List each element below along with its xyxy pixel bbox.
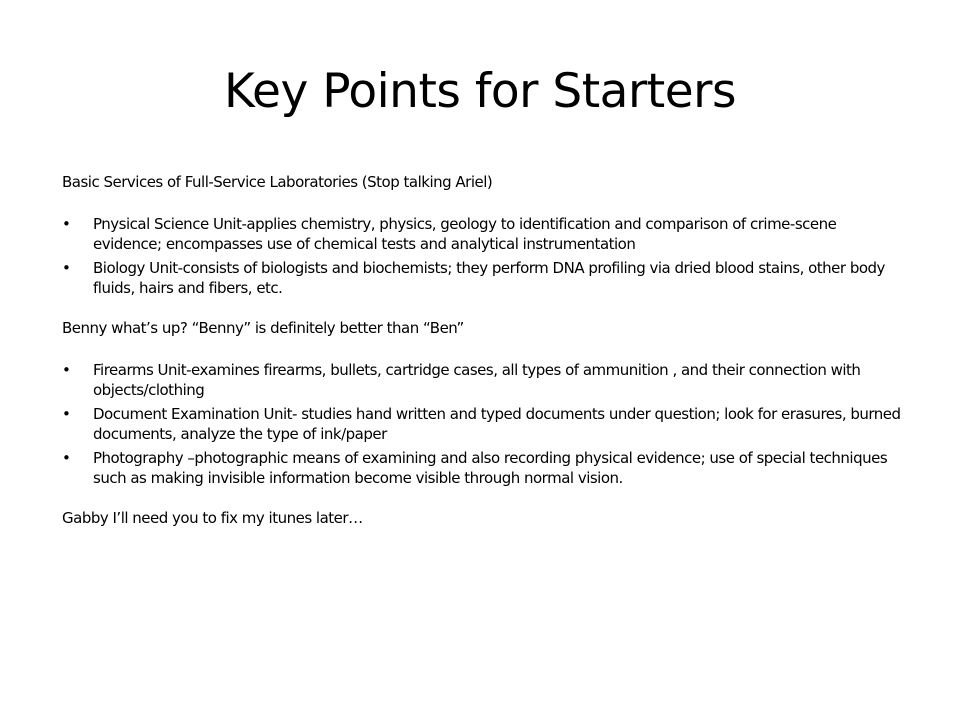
section-heading: Gabby I’ll need you to fix my itunes later… <box>62 509 363 527</box>
bullet-list <box>62 360 904 488</box>
bullet-text: Document Examination Unit- studies hand written and typed documents under question; look for erasures, burned documents, analyze the type of ink/paper <box>93 405 901 443</box>
bullet-list <box>62 214 904 298</box>
bullet-text: Pnysical Science Unit-applies chemistry, physics, geology to identification and comparison of crime-scene evidence; encompasses use of chemical tests and analytical instrumentation <box>93 215 837 253</box>
bullet-icon: • <box>62 449 71 467</box>
bullet-text: Firearms Unit-examines firearms, bullets, cartridge cases, all types of ammunition , and their connection with objects/clothing <box>93 361 861 399</box>
bullet-icon: • <box>62 361 71 379</box>
section-heading: Benny what’s up? “Benny” is definitely better than “Ben” <box>62 319 464 337</box>
bullet-item <box>62 448 904 488</box>
bullet-text: Biology Unit-consists of biologists and biochemists; they perform DNA profiling via dried blood stains, other body fluids, hairs and fibers, etc. <box>93 259 885 297</box>
bullet-item <box>62 404 904 444</box>
bullet-icon: • <box>62 215 71 233</box>
bullet-text: Photography –photographic means of examining and also recording physical evidence; use of special techniques such as making invisible information become visible through normal vision. <box>93 449 888 487</box>
bullet-icon: • <box>62 259 71 277</box>
slide-body <box>62 172 904 528</box>
section-heading: Basic Services of Full-Service Laboratories (Stop talking Ariel) <box>62 173 493 191</box>
bullet-item <box>62 214 904 254</box>
bullet-item <box>62 360 904 400</box>
bullet-item <box>62 258 904 298</box>
slide-title: Key Points for Starters <box>224 64 736 119</box>
bullet-icon: • <box>62 405 71 423</box>
